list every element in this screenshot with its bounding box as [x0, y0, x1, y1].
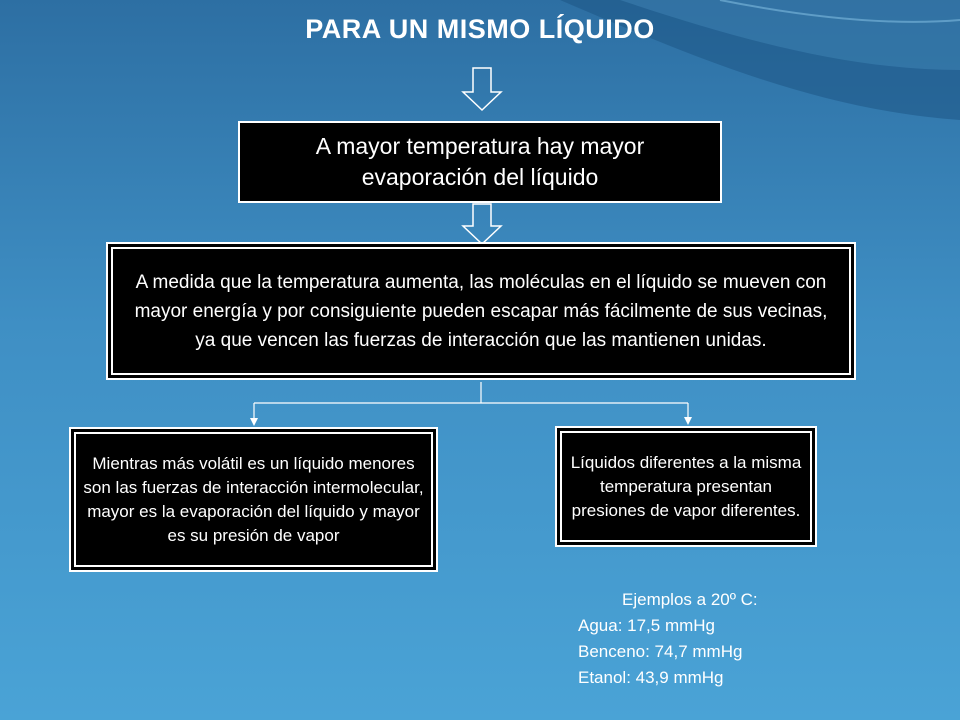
branch-connector	[250, 382, 692, 426]
box-volatility-text: Mientras más volátil es un líquido menores son las fuerzas de interacción intermolecular, mayor es la evaporación del líquido y mayor es su presión de vapor	[83, 453, 424, 545]
down-arrow-1	[463, 68, 501, 110]
box-different-liquids-text: Líquidos diferentes a la misma temperatura presentan presiones de vapor diferentes.	[570, 452, 802, 520]
box-volatility	[69, 427, 438, 572]
box-molecular-explanation-text: A medida que la temperatura aumenta, las moléculas en el líquido se mueven con mayor energía y por consiguiente pueden escapar más fácilmente de sus vecinas, ya que vencen las fuerzas de interacción que las mantienen unidas.	[134, 271, 828, 351]
example-item-ethanol: Etanol: 43,9 mmHg	[578, 668, 724, 687]
box-temperature-evaporation-text: A mayor temperatura hay mayor evaporación del líquido	[315, 133, 645, 190]
down-arrow-2	[463, 204, 501, 244]
box-molecular-explanation	[106, 242, 856, 380]
example-item-water: Agua: 17,5 mmHg	[578, 616, 716, 635]
box-different-liquids	[555, 426, 817, 547]
example-item-benzene: Benceno: 74,7 mmHg	[578, 642, 743, 661]
page-title: PARA UN MISMO LÍQUIDO	[305, 14, 655, 44]
box-temperature-evaporation	[238, 121, 722, 203]
examples-title: Ejemplos a 20º C:	[622, 590, 758, 609]
examples-list	[578, 587, 758, 691]
